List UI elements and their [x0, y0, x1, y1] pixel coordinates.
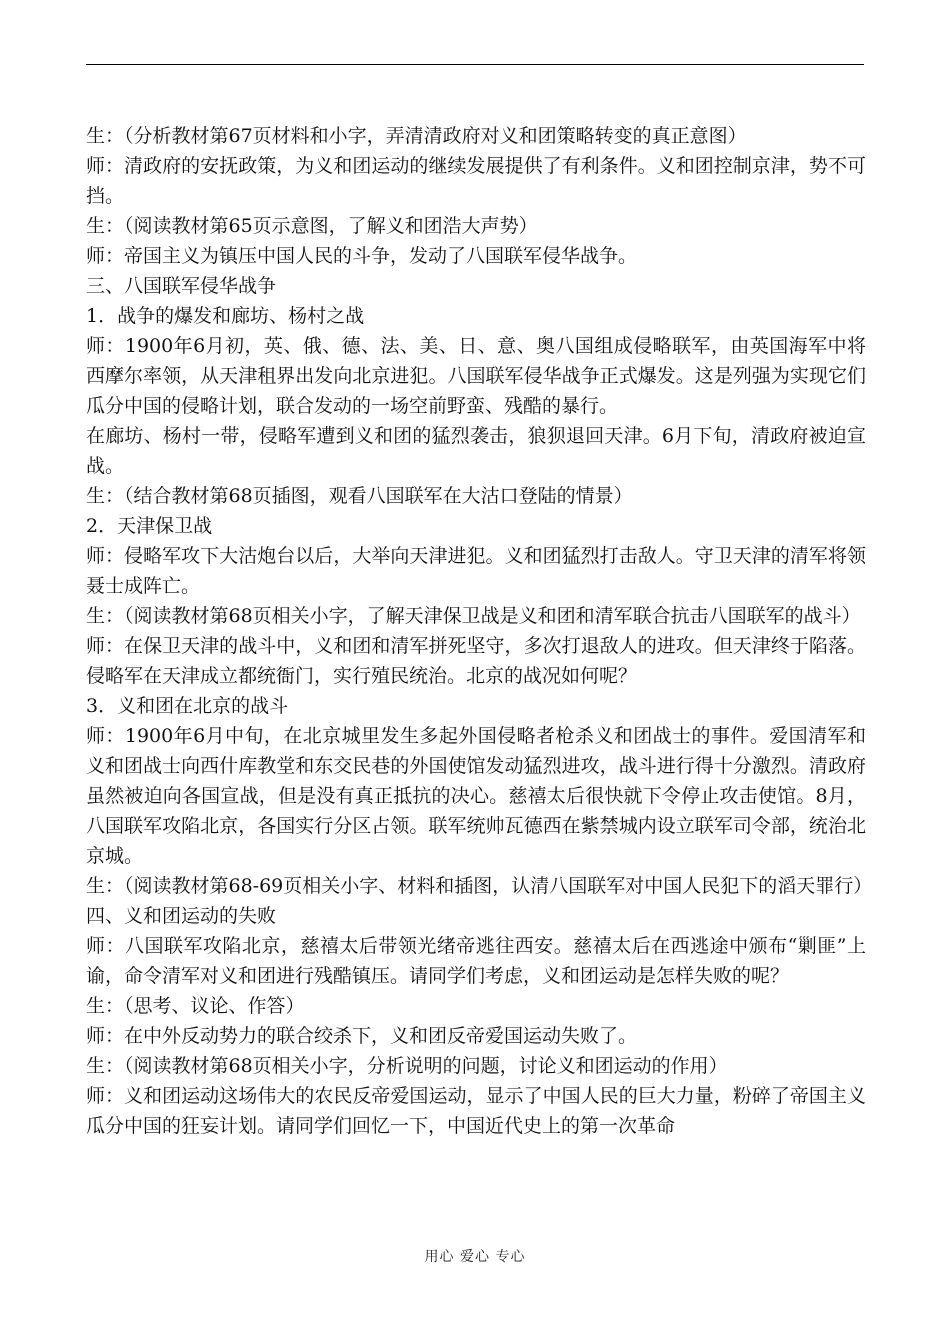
document-body — [86, 121, 873, 1141]
paragraph-teacher-movement-failed: 师：在中外反动势力的联合绞杀下，义和团反帝爱国运动失败了。 — [86, 1025, 638, 1047]
paragraph-student-think-discuss: 生：（思考、议论、作答） — [86, 995, 305, 1017]
paragraph-student-crimes: 生：（阅读教材第68-69页相关小字、材料和插图，认清八国联军对中国人民犯下的滔天罪行） — [86, 875, 873, 897]
paragraph-teacher-tianjin-fall: 师：在保卫天津的战斗中，义和团和清军拼死坚守，多次打退敌人的进攻。但天津终于陷落。侵略军在天津成立都统衙门，实行殖民统治。北京的战况如何呢？ — [86, 635, 866, 687]
paragraph-teacher-1900-june: 师：1900年6月初，英、俄、德、法、美、日、意、奥八国组成侵略联军，由英国海军中将西摩尔率领，从天津租界出发向北京进犯。八国联军侵华战争正式爆发。这是列强为实现它们瓜分中国的侵略计划，联合发动的一场空前野蛮、残酷的暴行。 — [86, 335, 866, 417]
paragraph-student-movement-role: 生：（阅读教材第68页相关小字，分析说明的问题，讨论义和团运动的作用） — [86, 1055, 728, 1077]
paragraph-teacher-cixi-flight: 师：八国联军攻陷北京，慈禧太后带领光绪帝逃往西安。慈禧太后在西逃途中颁布“剿匪”上谕，命令清军对义和团进行残酷镇压。请同学们考虑，义和团运动是怎样失败的呢？ — [86, 935, 866, 987]
paragraph-student-read-p65-map: 生：（阅读教材第65页示意图，了解义和团浩大声势） — [86, 215, 538, 237]
paragraph-student-analyze-p67: 生：（分析教材第67页材料和小字，弄清清政府对义和团策略转变的真正意图） — [86, 125, 747, 147]
paragraph-teacher-dagu-forts: 师：侵略军攻下大沽炮台以后，大举向天津进犯。义和团猛烈打击敌人。守卫天津的清军将领聂士成阵亡。 — [86, 545, 866, 597]
paragraph-teacher-imperialist-war: 师：帝国主义为镇压中国人民的斗争，发动了八国联军侵华战争。 — [86, 245, 638, 267]
paragraph-teacher-beijing-1900: 师：1900年6月中旬，在北京城里发生多起外国侵略者枪杀义和团战士的事件。爱国清军和义和团战士向西什库教堂和东交民巷的外国使馆发动猛烈进攻，战斗进行得十分激烈。清政府虽然被迫向各国宣战，但是没有真正抵抗的决心。慈禧太后很快就下令停止攻击使馆。8月，八国联军攻陷北京，各国实行分区占领。联军统帅瓦德西在紫禁城内设立联军司令部，统治北京城。 — [86, 725, 866, 867]
subheading-beijing-battle: 3．义和团在北京的战斗 — [86, 695, 289, 717]
paragraph-teacher-movement-significance: 师：义和团运动这场伟大的农民反帝爱国运动，显示了中国人民的巨大力量，粉碎了帝国主义瓜分中国的狂妄计划。请同学们回忆一下，中国近代史上的第一次革命 — [86, 1085, 866, 1137]
subheading-tianjin-defense: 2．天津保卫战 — [86, 515, 213, 537]
header-rule — [86, 64, 864, 65]
paragraph-student-tianjin-battle: 生：（阅读教材第68页相关小字，了解天津保卫战是义和团和清军联合抗击八国联军的战斗） — [86, 605, 861, 627]
section-heading-boxer-failure: 四、义和团运动的失败 — [86, 905, 277, 927]
paragraph-langfang-yangcun: 在廊坊、杨村一带，侵略军遭到义和团的猛烈袭击，狼狈退回天津。6月下旬，清政府被迫宣战。 — [86, 425, 866, 477]
paragraph-student-p68-illustration: 生：（结合教材第68页插图，观看八国联军在大沽口登陆的情景） — [86, 485, 633, 507]
paragraph-teacher-appeasement-policy: 师：清政府的安抚政策，为义和团运动的继续发展提供了有利条件。义和团控制京津，势不可挡。 — [86, 155, 866, 207]
section-heading-eight-nation-invasion: 三、八国联军侵华战争 — [86, 275, 277, 297]
page-footer: 用心 爱心 专心 — [424, 1249, 526, 1265]
subheading-war-outbreak: 1．战争的爆发和廊坊、杨村之战 — [86, 305, 365, 327]
